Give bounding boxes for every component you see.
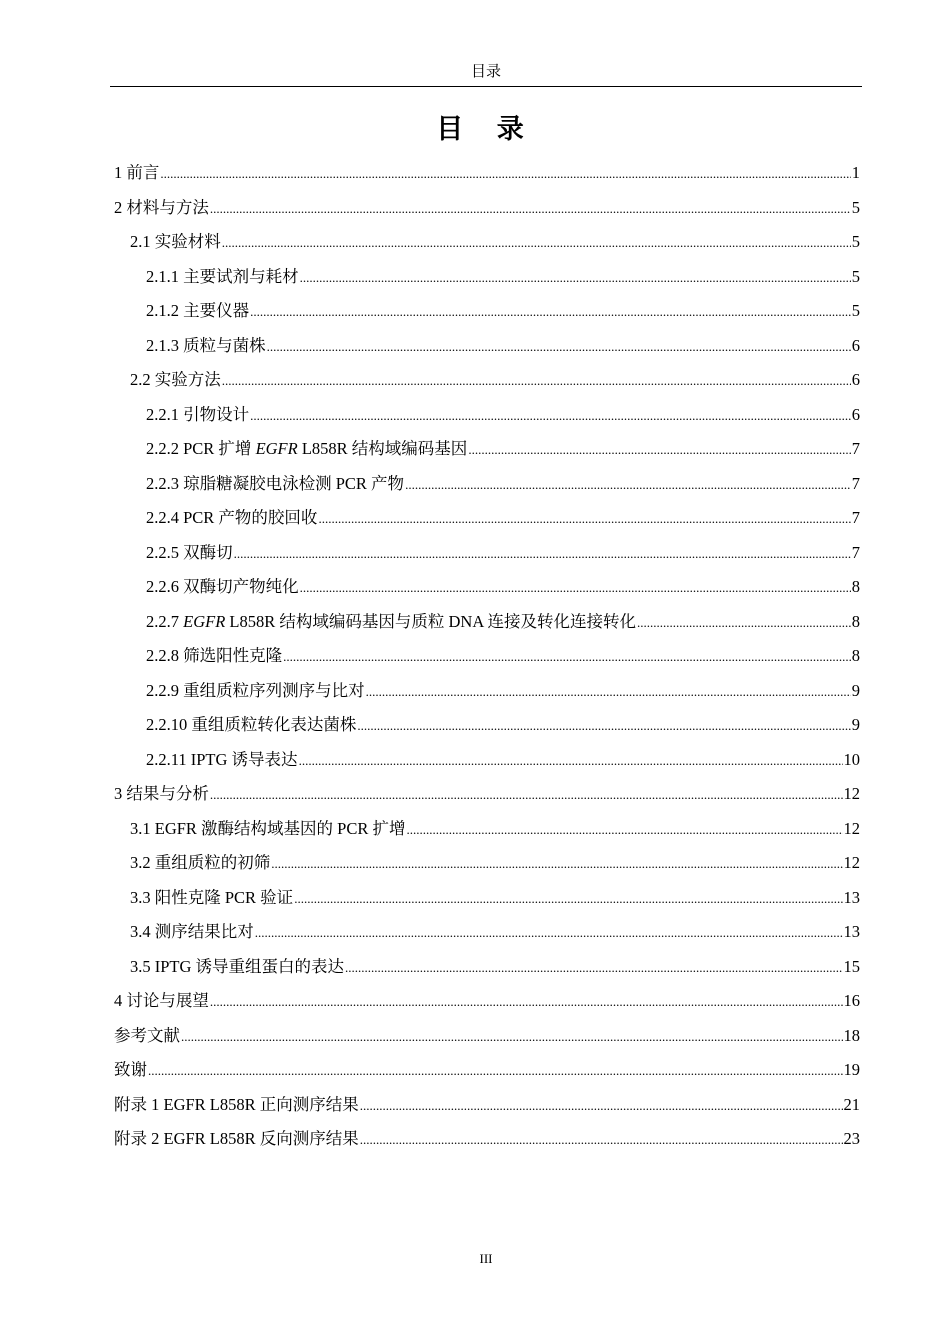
dot-leader bbox=[255, 916, 843, 951]
toc-entry-label: 3 结果与分析 bbox=[114, 784, 209, 803]
toc-entry-page: 16 bbox=[843, 991, 860, 1010]
dot-leader bbox=[271, 847, 842, 882]
table-of-contents bbox=[114, 156, 860, 1157]
toc-entry-page: 7 bbox=[851, 542, 860, 562]
toc-entry[interactable] bbox=[114, 950, 860, 985]
dot-leader bbox=[181, 1020, 843, 1055]
toc-entry[interactable] bbox=[114, 156, 860, 191]
toc-entry[interactable] bbox=[114, 984, 860, 1019]
toc-entry-label: 2.2 实验方法 bbox=[130, 370, 221, 389]
toc-entry-page: 12 bbox=[843, 818, 860, 838]
toc-entry-label: 2.2.1 引物设计 bbox=[146, 404, 250, 424]
dot-leader bbox=[405, 468, 851, 503]
toc-entry-label: 2.1.2 主要仪器 bbox=[146, 301, 250, 320]
toc-entry-label-italic: EGFR bbox=[255, 439, 298, 458]
toc-entry[interactable] bbox=[114, 743, 860, 778]
toc-entry-page: 19 bbox=[843, 1060, 860, 1079]
dot-leader bbox=[148, 1054, 843, 1089]
header-rule bbox=[110, 86, 862, 87]
dot-leader bbox=[468, 433, 850, 468]
toc-entry-page: 5 bbox=[851, 266, 860, 286]
toc-entry[interactable] bbox=[114, 1019, 860, 1054]
toc-entry[interactable] bbox=[114, 294, 860, 329]
toc-entry-label-part: L858R 结构域编码基因 bbox=[297, 439, 468, 458]
toc-entry-page: 7 bbox=[851, 473, 860, 493]
toc-entry-page: 8 bbox=[851, 646, 860, 665]
toc-entry-label: 致谢 bbox=[114, 1060, 147, 1079]
toc-entry[interactable] bbox=[114, 812, 860, 847]
toc-entry[interactable] bbox=[114, 501, 860, 536]
toc-entry-page: 12 bbox=[843, 784, 860, 803]
toc-entry-page: 7 bbox=[851, 439, 860, 458]
toc-entry-page: 9 bbox=[851, 680, 860, 700]
dot-leader bbox=[407, 813, 843, 848]
toc-entry-page: 12 bbox=[843, 853, 860, 872]
toc-entry-page: 5 bbox=[851, 301, 860, 320]
toc-entry-label: 2.2.6 双酶切产物纯化 bbox=[146, 577, 299, 596]
toc-entry-label: 3.5 IPTG 诱导重组蛋白的表达 bbox=[130, 956, 345, 976]
dot-leader bbox=[222, 364, 851, 399]
toc-entry-page: 6 bbox=[851, 370, 860, 389]
toc-entry[interactable] bbox=[114, 363, 860, 398]
toc-entry-page: 23 bbox=[843, 1129, 860, 1148]
dot-leader bbox=[210, 778, 843, 813]
toc-entry-page: 9 bbox=[851, 715, 860, 734]
toc-entry-label: 4 讨论与展望 bbox=[114, 991, 209, 1010]
page-number: III bbox=[479, 1251, 493, 1266]
toc-entry-page: 15 bbox=[843, 956, 860, 976]
dot-leader bbox=[210, 985, 843, 1020]
dot-leader bbox=[360, 1089, 843, 1124]
dot-leader bbox=[299, 744, 843, 779]
dot-leader bbox=[222, 226, 851, 261]
toc-entry[interactable] bbox=[114, 467, 860, 502]
toc-entry-label: 1 前言 bbox=[114, 163, 160, 182]
dot-leader bbox=[318, 502, 850, 537]
toc-entry-page: 13 bbox=[843, 887, 860, 907]
toc-entry[interactable] bbox=[114, 1122, 860, 1157]
toc-entry[interactable] bbox=[114, 260, 860, 295]
toc-entry-label-italic: EGFR bbox=[183, 611, 226, 631]
toc-entry-page: 21 bbox=[843, 1094, 860, 1114]
toc-entry-page: 10 bbox=[843, 749, 860, 769]
toc-entry[interactable] bbox=[114, 191, 860, 226]
toc-entry-label: 2.1 实验材料 bbox=[130, 232, 221, 251]
toc-entry[interactable] bbox=[114, 570, 860, 605]
toc-entry[interactable] bbox=[114, 1088, 860, 1123]
toc-entry-label: 附录 2 EGFR L858R 反向测序结果 bbox=[114, 1129, 359, 1148]
toc-entry-label bbox=[146, 432, 467, 467]
dot-leader bbox=[250, 295, 851, 330]
toc-entry-page: 6 bbox=[851, 335, 860, 355]
dot-leader bbox=[294, 882, 842, 917]
toc-entry[interactable] bbox=[114, 432, 860, 467]
dot-leader bbox=[283, 640, 851, 675]
dot-leader bbox=[300, 261, 851, 296]
toc-entry-page: 13 bbox=[843, 922, 860, 941]
toc-entry[interactable] bbox=[114, 639, 860, 674]
dot-leader bbox=[357, 709, 850, 744]
toc-entry-label: 2.2.9 重组质粒序列测序与比对 bbox=[146, 680, 365, 700]
toc-entry-label: 参考文献 bbox=[114, 1025, 180, 1045]
toc-entry-label: 3.3 阳性克隆 PCR 验证 bbox=[130, 887, 294, 907]
dot-leader bbox=[345, 951, 842, 986]
toc-entry-label: 2.2.8 筛选阳性克隆 bbox=[146, 646, 283, 665]
running-header: 目录 bbox=[470, 64, 501, 80]
toc-entry[interactable] bbox=[114, 1053, 860, 1088]
toc-entry-page: 5 bbox=[851, 232, 860, 251]
toc-entry[interactable] bbox=[114, 881, 860, 916]
toc-entry-page: 8 bbox=[851, 577, 860, 596]
dot-leader bbox=[300, 571, 851, 606]
toc-entry-label-part: 2.2.2 PCR 扩增 bbox=[146, 439, 256, 458]
dot-leader bbox=[267, 330, 851, 365]
toc-entry[interactable] bbox=[114, 398, 860, 433]
toc-entry[interactable] bbox=[114, 915, 860, 950]
toc-entry-label: 附录 1 EGFR L858R 正向测序结果 bbox=[114, 1094, 359, 1114]
dot-leader bbox=[160, 157, 850, 192]
toc-entry-label: 2.2.3 琼脂糖凝胶电泳检测 PCR 产物 bbox=[146, 473, 405, 493]
toc-entry-page: 8 bbox=[851, 611, 860, 631]
toc-entry-label: 3.1 EGFR 激酶结构域基因的 PCR 扩增 bbox=[130, 818, 406, 838]
toc-entry-label: 2.2.5 双酶切 bbox=[146, 542, 233, 562]
dot-leader bbox=[366, 675, 851, 710]
dot-leader bbox=[234, 537, 851, 572]
toc-entry[interactable] bbox=[114, 708, 860, 743]
toc-title: 目 录 bbox=[436, 114, 536, 145]
toc-entry-page: 5 bbox=[851, 197, 860, 217]
toc-entry-page: 1 bbox=[851, 163, 860, 182]
toc-entry-label: 2.2.10 重组质粒转化表达菌株 bbox=[146, 715, 357, 734]
toc-entry-label: 3.2 重组质粒的初筛 bbox=[130, 853, 271, 872]
toc-entry-label bbox=[146, 605, 636, 640]
toc-entry[interactable] bbox=[114, 225, 860, 260]
toc-entry-label-part: 2.2.7 bbox=[146, 611, 184, 631]
dot-leader bbox=[210, 192, 851, 227]
toc-entry-page: 6 bbox=[851, 404, 860, 424]
toc-entry[interactable] bbox=[114, 846, 860, 881]
toc-entry[interactable] bbox=[114, 674, 860, 709]
toc-entry-label: 2.2.4 PCR 产物的胶回收 bbox=[146, 508, 318, 527]
dot-leader bbox=[360, 1123, 843, 1158]
toc-entry-page: 18 bbox=[843, 1025, 860, 1045]
toc-entry-page: 7 bbox=[851, 508, 860, 527]
toc-entry-label-part: L858R 结构域编码基因与质粒 DNA 连接及转化连接转化 bbox=[225, 611, 636, 631]
toc-entry[interactable] bbox=[114, 329, 860, 364]
toc-entry[interactable] bbox=[114, 605, 860, 640]
toc-entry-label: 2.1.3 质粒与菌株 bbox=[146, 335, 266, 355]
dot-leader bbox=[250, 399, 851, 434]
toc-entry[interactable] bbox=[114, 777, 860, 812]
toc-entry-label: 2.2.11 IPTG 诱导表达 bbox=[146, 749, 298, 769]
toc-entry[interactable] bbox=[114, 536, 860, 571]
toc-entry-label: 2.1.1 主要试剂与耗材 bbox=[146, 266, 299, 286]
toc-entry-label: 2 材料与方法 bbox=[114, 197, 209, 217]
toc-entry-label: 3.4 测序结果比对 bbox=[130, 922, 254, 941]
dot-leader bbox=[637, 606, 851, 641]
